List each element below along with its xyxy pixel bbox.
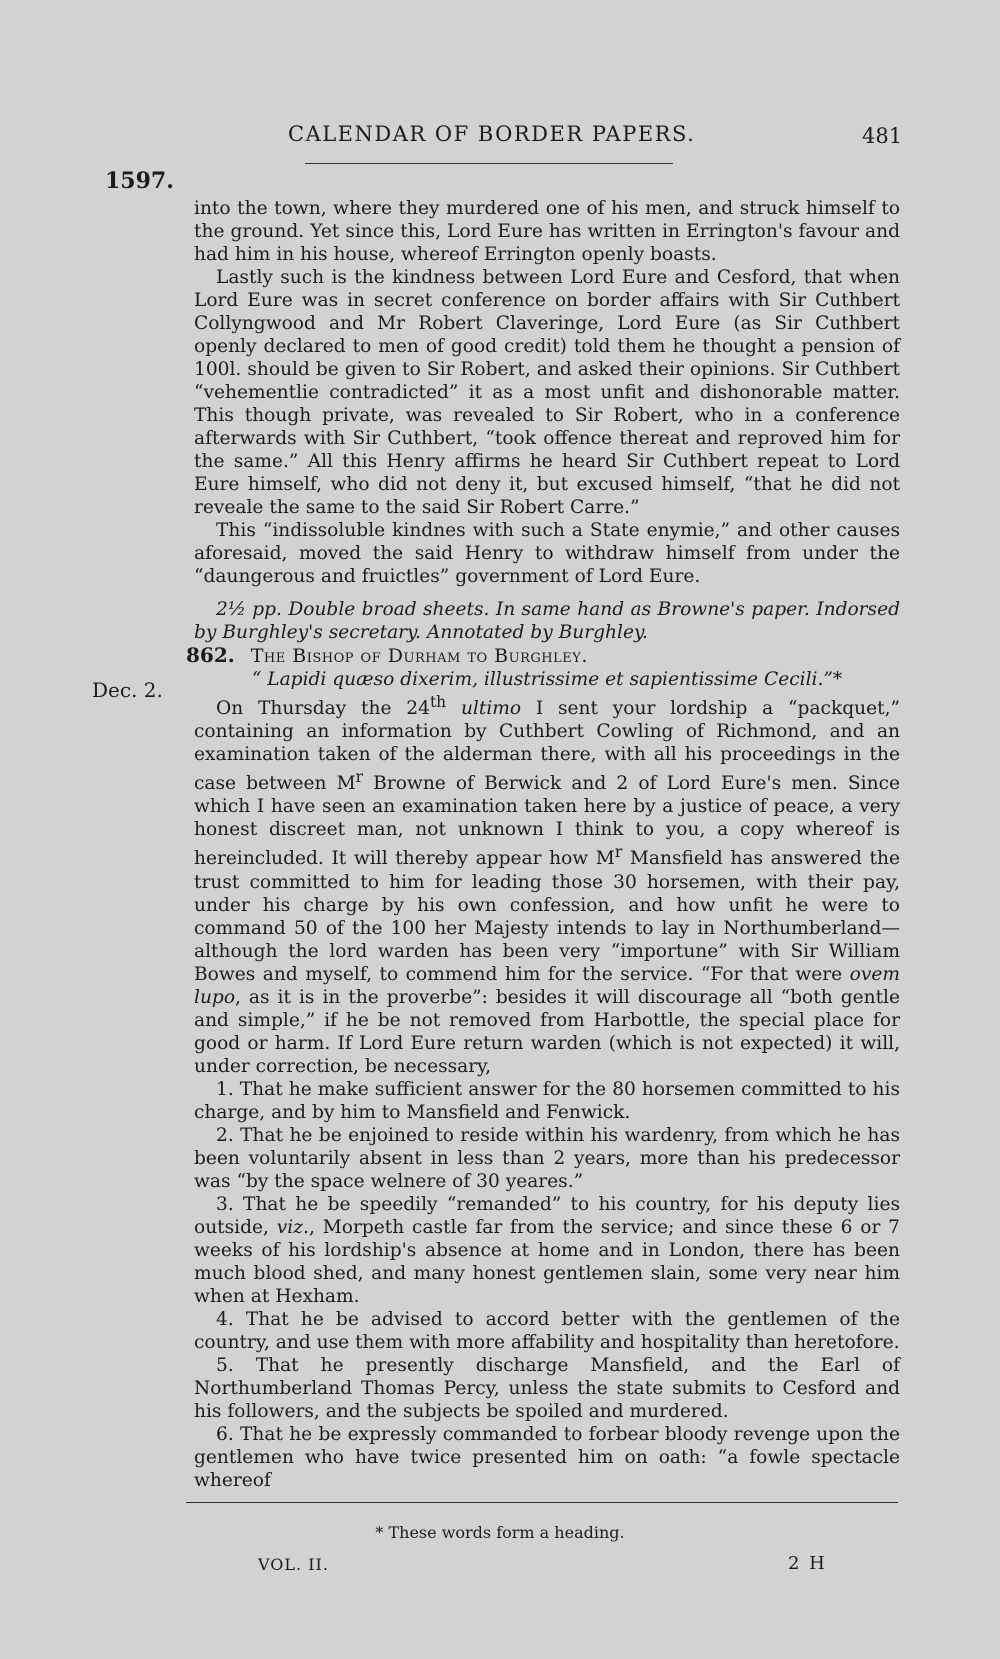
text-run: I sent your lordship a “packquet,” containing an information by Cuthbert Cowling of Richmond, and an examination taken of the alderman there, with all his proceedings in the case between M: [194, 698, 900, 795]
numbered-item: 5. That he presently discharge Mansfield, and the Earl of Northumberland Thomas Percy, unless the state submits to Cesford and his followers, and the subjects be spoiled and murdered.: [194, 1354, 900, 1422]
italic-text: ovem lupo: [194, 963, 900, 1008]
numbered-item: 4. That he be advised to accord better with the gentlemen of the country, and use them with more affability and hospitality than heretofore.: [194, 1308, 900, 1353]
numbered-item: [194, 1193, 900, 1308]
text-run: , as it is in the proverbe”: besides it will discourage all “both gentle and simple,” if he be not removed from Harbottle, the special place for good or harm. If Lord Eure return warden (which is not expected) it will, under correction, be necessary,: [194, 986, 900, 1077]
margin-year: 1597.: [105, 168, 174, 194]
signature-mark: 2 H: [788, 1553, 827, 1574]
superscript: th: [429, 693, 447, 711]
header-rule: [305, 163, 673, 164]
footnote-rule: [186, 1502, 898, 1503]
entry-number: 862.: [186, 643, 235, 667]
running-title: CALENDAR OF BORDER PAPERS.: [288, 122, 696, 146]
numbered-item: 6. That he be expressly commanded to forbear bloody revenge upon the gentlemen who have twice presented him on oath: “a fowle spectacle whereof: [194, 1423, 900, 1491]
entry-heading: [186, 643, 900, 668]
paragraph: [194, 691, 900, 1078]
italic-text: ultimo: [460, 698, 522, 720]
entry-title: The Bishop of Durham to Burghley.: [250, 645, 588, 667]
numbered-item: 1. That he make sufficient answer for the 80 horsemen committed to his charge, and by him to Mansfield and Fenwick.: [194, 1078, 900, 1123]
superscript: r: [355, 768, 364, 787]
paragraph: into the town, where they murdered one of his men, and struck himself to the ground. Yet since this, Lord Eure has written in Errington's favour and had him in his house, whereof Errington openly boasts.: [194, 198, 900, 265]
paragraph: This “indissoluble kindnes with such a State enymie,” and other causes aforesaid, moved the said Henry to withdraw himself from under the “daungerous and fruictles” government of Lord Eure.: [194, 520, 900, 587]
volume-label: VOL. II.: [258, 1555, 329, 1574]
text-run: Mansfield has answered the trust committed to him for leading those 30 horsemen, with their pay, under his charge by his own confession, and how unfit he were to command 50 of the 100 her Majesty intends to lay in Northumberland—although the lord warden has been very “importune” with Sir William Bowes and myself, to commend him for the service. “For that were: [194, 848, 900, 985]
entry-date: Dec. 2.: [92, 678, 163, 702]
text-run: Browne of Berwick and 2 of Lord Eure's men. Since which I have seen an examination taken here by a justice of peace, a very honest discreet man, not unknown I think to you, a copy whereof is hereincluded. It will thereby appear how M: [194, 773, 900, 870]
superscript: r: [614, 843, 623, 862]
paragraph: Lastly such is the kindness between Lord Eure and Cesford, that when Lord Eure was in secret conference on border affairs with Sir Cuthbert Collyngwood and Mr Robert Claveringe, Lord Eure (as Sir Cuthbert openly declared to men of good credit) told them he thought a pension of 100l. should be given to Sir Robert, and asked their opinions. Sir Cuthbert “vehementlie contradicted” it as a most unfit and dishonorable matter. This though private, was revealed to Sir Robert, who in a conference afterwards with Sir Cuthbert, “took offence thereat and reproved him for the same.” All this Henry affirms he heard Sir Cuthbert repeat to Lord Eure himself, who did not deny it, but excused himself, “that he did not reveale the same to the said Sir Robert Carre.”: [194, 267, 900, 518]
text-run: 3. That he be speedily “remanded” to his country, for his deputy lies outside,: [194, 1193, 900, 1238]
numbered-item: 2. That he be enjoined to reside within his wardenry, from which he has been voluntarily absent in less than 2 years, more than his predecessor was “by the space welnere of 30 yeares.”: [194, 1124, 900, 1192]
calendar-note: 2½ pp. Double broad sheets. In same hand as Browne's paper. Indorsed by Burghley's secretary. Annotated by Burghley.: [194, 599, 900, 643]
text-run: , Morpeth castle far from the service; and since these 6 or 7 weeks of his lordship's absence at home and in London, there has been much blood shed, and many honest gentlemen slain, some very near him when at Hexham.: [194, 1216, 901, 1307]
body-text: [186, 197, 901, 1492]
text-run: On Thursday the 24: [216, 698, 430, 720]
epigraph: “ Lapidi quæso dixerim, illustrissime et sapientissime Cecili.”*: [251, 669, 843, 690]
italic-text: viz.: [276, 1216, 309, 1238]
footnote: * These words form a heading.: [375, 1523, 625, 1542]
page-number: 481: [862, 124, 903, 148]
